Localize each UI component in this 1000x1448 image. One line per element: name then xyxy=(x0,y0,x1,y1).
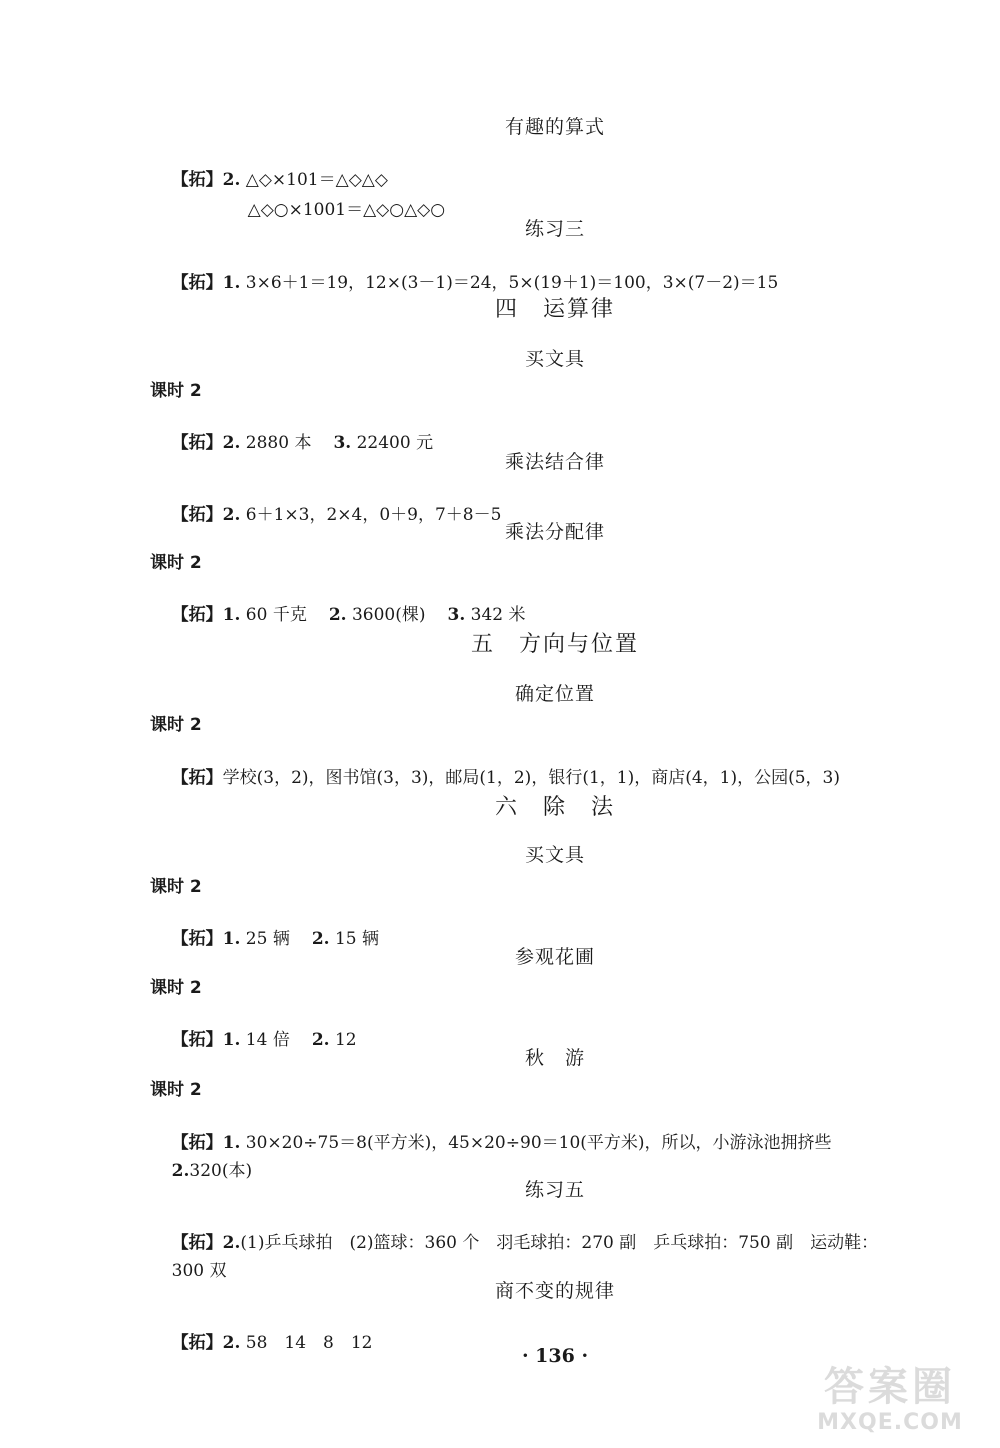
answer-text: 3600(棵) xyxy=(351,605,426,625)
answer-text: 22400 元 xyxy=(356,433,434,453)
section-title-jiehe: 乘法结合律 xyxy=(504,451,605,473)
answer-text: 6＋1×3，2×4，0＋9，7＋8－5 xyxy=(245,505,502,525)
question-number: 1. xyxy=(222,273,241,293)
section-title-fenpei: 乘法分配律 xyxy=(504,521,605,543)
question-number: 2. xyxy=(311,1030,330,1050)
section-title-maiwenju-2: 买文具 xyxy=(524,844,585,866)
question-number: 2. xyxy=(311,929,330,949)
question-number: 2. xyxy=(328,605,347,625)
answer-tag: 【拓】 xyxy=(171,170,223,190)
lesson-label: 课时 2 xyxy=(150,877,202,897)
question-number: 1. xyxy=(222,1030,241,1050)
lesson-label: 课时 2 xyxy=(150,381,202,401)
question-number: 3. xyxy=(333,433,352,453)
section-title-maiwenju-1: 买文具 xyxy=(524,348,585,370)
answer-line-lianxi5-1 xyxy=(150,1210,878,1276)
watermark-bottom-text: MXQE.COM xyxy=(817,1410,963,1435)
answer-tag: 【拓】 xyxy=(171,1133,223,1153)
question-number: 2. xyxy=(222,433,241,453)
chapter-title-5: 五 方向与位置 xyxy=(470,632,639,657)
section-title-canguan: 参观花圃 xyxy=(514,946,595,968)
lesson-label: 课时 2 xyxy=(150,553,202,573)
answer-tag: 【拓】 xyxy=(171,768,223,788)
question-number: 2. xyxy=(222,1333,241,1353)
answer-text: 14 倍 xyxy=(245,1030,290,1050)
answer-text: (1)乒乓球拍 (2)篮球：360 个 羽毛球拍：270 副 乒乓球拍：750 副 运动鞋： xyxy=(240,1233,879,1253)
answer-line-lianxi5-2 xyxy=(150,1238,226,1304)
lesson-label: 课时 2 xyxy=(150,1080,202,1100)
answer-tag: 【拓】 xyxy=(171,1233,223,1253)
section-title-lianxi3: 练习三 xyxy=(524,218,585,240)
section-title-shang: 商不变的规律 xyxy=(494,1280,615,1302)
answer-tag: 【拓】 xyxy=(171,273,223,293)
answer-text: 342 米 xyxy=(470,605,526,625)
answer-text: 3×6＋1＝19，12×(3－1)＝24，5×(19＋1)＝100，3×(7－2)＝15 xyxy=(245,273,779,293)
answer-tag: 【拓】 xyxy=(171,1030,223,1050)
question-number: 2. xyxy=(222,505,241,525)
lesson-label: 课时 2 xyxy=(150,978,202,998)
question-number: 3. xyxy=(447,605,466,625)
section-title-youqu: 有趣的算式 xyxy=(504,116,605,138)
answer-text: 2880 本 xyxy=(245,433,312,453)
chapter-title-4: 四 运算律 xyxy=(494,297,615,322)
answer-text: 58 14 8 12 xyxy=(245,1333,373,1353)
answer-text: 15 辆 xyxy=(334,929,380,949)
chapter-title-6: 六 除 法 xyxy=(494,795,615,820)
answer-text: 30×20÷75＝8(平方米)，45×20÷90＝10(平方米)，所以，小游泳池拥挤些 xyxy=(245,1133,832,1153)
question-number: 1. xyxy=(222,605,241,625)
page-number: · 136 · xyxy=(521,1345,589,1367)
section-title-lianxi5: 练习五 xyxy=(524,1179,585,1201)
answer-tag: 【拓】 xyxy=(171,929,223,949)
answer-text: △◇×101＝△◇△◇ xyxy=(245,170,388,190)
answer-text: 320(本) xyxy=(189,1161,253,1181)
question-number: 1. xyxy=(222,929,241,949)
answer-line-qiuyou-1 xyxy=(150,1110,832,1176)
lesson-label: 课时 2 xyxy=(150,715,202,735)
watermark-logo xyxy=(790,1355,990,1440)
question-number: 2. xyxy=(222,1233,241,1253)
answer-tag: 【拓】 xyxy=(171,605,223,625)
answer-line-shang xyxy=(150,1310,373,1376)
answer-tag: 【拓】 xyxy=(171,1333,223,1353)
answer-tag: 【拓】 xyxy=(171,505,223,525)
answer-text: 学校(3，2)，图书馆(3，3)，邮局(1，2)，银行(1，1)，商店(4，1)，公园(5，3) xyxy=(222,768,841,788)
answer-text: 60 千克 xyxy=(245,605,307,625)
answer-tag: 【拓】 xyxy=(171,433,223,453)
answer-text: 25 辆 xyxy=(245,929,290,949)
answer-line-qiuyou-2 xyxy=(150,1138,252,1204)
answer-text: 300 双 xyxy=(171,1261,227,1281)
question-number: 1. xyxy=(222,1133,241,1153)
section-title-qiuyou: 秋 游 xyxy=(524,1047,585,1069)
answer-text: 12 xyxy=(334,1030,357,1050)
question-number: 2. xyxy=(222,170,241,190)
answer-text: △◇○×1001＝△◇○△◇○ xyxy=(247,200,446,220)
question-number: 2. xyxy=(171,1161,190,1181)
section-title-queding: 确定位置 xyxy=(514,683,595,705)
watermark-top-text: 答案圈 xyxy=(824,1364,956,1410)
